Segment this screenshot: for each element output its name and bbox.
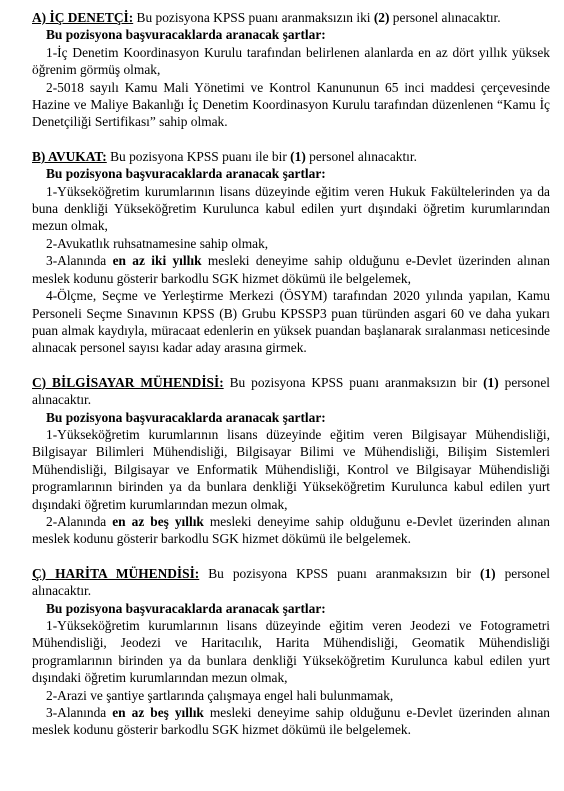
requirement-item: 2-Arazi ve şantiye şartlarında çalışmaya engel hali bulunmamak, [46,687,394,703]
requirement-item: 3-Alanında en az iki yıllık mesleki deneyime sahip olduğunu e-Devlet üzerinden alınan meslek kodunu gösterir barkodlu SGK hizmet dökümü ile belgelemek, [32,253,550,286]
section-heading: C) BİLGİSAYAR MÜHENDİSİ: Bu pozisyona KPSS puanı aranmaksızın bir (1) personel alınacaktır. [32,374,550,408]
section-avukat [32,148,550,357]
requirements-heading: Bu pozisyona başvuracaklarda aranacak şartlar: [46,600,326,616]
requirements-heading: Bu pozisyona başvuracaklarda aranacak şartlar: [46,409,326,425]
personnel-count: (1) [480,565,496,581]
requirement-item: 4-Ölçme, Seçme ve Yerleştirme Merkezi (ÖSYM) tarafından 2020 yılında yapılan, Kamu Personeli Seçme Sınavının KPSS (B) Grubu KPSSP3 puan türünden asgari 60 ve daha yukarı puan almak kaydıyla, müracaat edenlerin en yüksek puandan başlanarak sıralanması neticesinde alınacak personel sayısı kadar aday arasına girmek. [32,288,550,356]
requirement-item: 2-Alanında en az beş yıllık mesleki deneyime sahip olduğunu e-Devlet üzerinden alınan meslek kodunu gösterir barkodlu SGK hizmet dökümü ile belgelemek. [32,513,550,547]
section-title: A) İÇ DENETÇİ: [32,10,134,25]
requirement-item: 1-Yükseköğretim kurumlarının lisans düzeyinde eğitim veren Bilgisayar Mühendisliği, Bilgisayar Bilimleri Mühendisliği, Bilgisayar Bilimi ve Mühendisliği, Bilişim Sistemleri Mühendisliği, Bilgisayar ve Enformatik Mühendisliği, Kontrol ve Bilgisayar Mühendisliği programlarının birinden ya da bunlara denkliği Yükseköğretim Kurulunca kabul edilen yurt dışındaki öğretim kurumlarından mezun olmak, [32,426,550,512]
section-heading: Ç) HARİTA MÜHENDİSİ: Bu pozisyona KPSS puanı aranmaksızın bir (1) personel alınacaktır. [32,565,550,599]
section-heading: B) AVUKAT: Bu pozisyona KPSS puanı ile bir (1) personel alınacaktır. [32,148,417,164]
personnel-count: (1) [290,148,306,164]
section-title: C) BİLGİSAYAR MÜHENDİSİ: [32,374,224,390]
requirement-item: 1-Yükseköğretim kurumlarının lisans düzeyinde eğitim veren Jeodezi ve Fotogrametri Mühendisliği, Jeodezi ve Haritacılık, Harita Mühendisliği, Geomatik Mühendisliği programlarının birinden ya da bunlara denkliği Yükseköğretim Kurulunca kabul edilen yurt dışındaki öğretim kurumlarından mezun olmak, [32,618,550,686]
section-title: Ç) HARİTA MÜHENDİSİ: [32,565,200,581]
requirements-heading: Bu pozisyona başvuracaklarda aranacak şartlar: [46,166,326,182]
requirement-item: 2-5018 sayılı Kamu Mali Yönetimi ve Kontrol Kanununun 65 inci maddesi çerçevesinde Hazine ve Maliye Bakanlığı İç Denetim Koordinasyon Kurulu tarafından düzenlenen “Kamu İç Denetçiliği Sertifikası” sahip olmak. [32,79,550,130]
section-harita-muhendisi [32,565,550,739]
section-heading: A) İÇ DENETÇİ: Bu pozisyona KPSS puanı aranmaksızın iki (2) personel alınacaktır. [32,10,501,25]
personnel-count: (2) [373,10,390,25]
section-bilgisayar-muhendisi [32,374,550,548]
requirements-heading: Bu pozisyona başvuracaklarda aranacak şartlar: [46,27,326,43]
personnel-count: (1) [483,374,499,390]
requirement-item: 1-Yükseköğretim kurumlarının lisans düzeyinde eğitim veren Hukuk Fakültelerinden ya da buna denkliği Yükseköğretim Kurulunca kabul edilen yurt dışındaki öğretim kurumlarından mezun olmak, [32,183,550,234]
section-title: B) AVUKAT: [32,148,107,164]
section-ic-denetci [32,9,550,131]
requirement-item: 3-Alanında en az beş yıllık mesleki deneyime sahip olduğunu e-Devlet üzerinden alınan meslek kodunu gösterir barkodlu SGK hizmet dökümü ile belgelemek. [32,705,550,738]
requirement-item: 2-Avukatlık ruhsatnamesine sahip olmak, [46,235,269,251]
requirement-item: 1-İç Denetim Koordinasyon Kurulu tarafından belirlenen alanlarda en az dört yıllık yüksek öğrenim görmüş olmak, [32,44,550,78]
